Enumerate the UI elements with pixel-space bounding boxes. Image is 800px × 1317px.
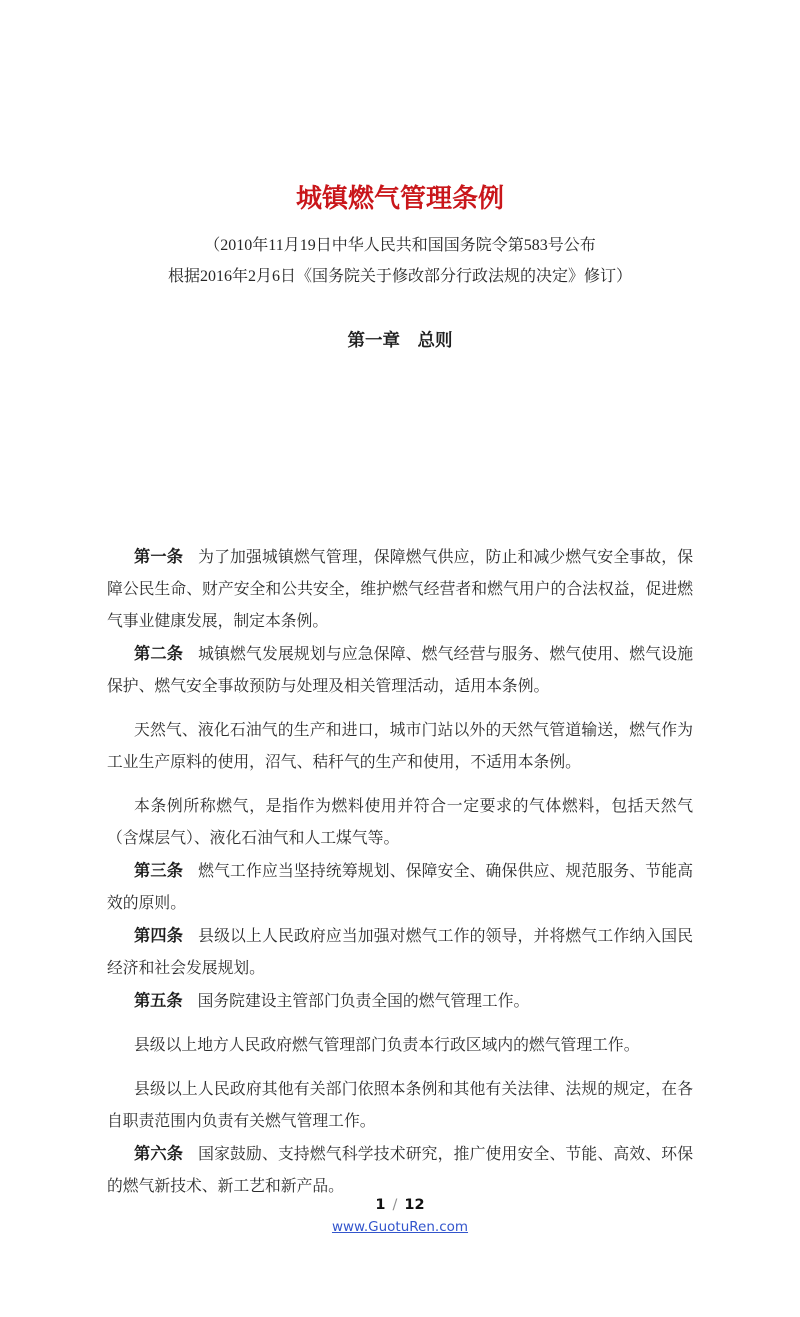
article-number-label: 第六条	[134, 1144, 184, 1163]
article-paragraph	[107, 1030, 693, 1062]
article-text: 县级以上地方人民政府燃气管理部门负责本行政区域内的燃气管理工作。	[134, 1037, 640, 1054]
page-number	[0, 1195, 800, 1216]
article-text: 城镇燃气发展规划与应急保障、燃气经营与服务、燃气使用、燃气设施保护、燃气安全事故预防与处理及相关管理活动，适用本条例。	[107, 646, 693, 695]
article-paragraph	[107, 541, 693, 638]
current-page-number: 1	[375, 1197, 386, 1213]
article-text: 县级以上人民政府其他有关部门依照本条例和其他有关法律、法规的规定，在各自职责范围内负责有关燃气管理工作。	[107, 1081, 693, 1130]
article-text: 国家鼓励、支持燃气科学技术研究，推广使用安全、节能、高效、环保的燃气新技术、新工艺和新产品。	[107, 1146, 693, 1195]
article-text: 县级以上人民政府应当加强对燃气工作的领导，并将燃气工作纳入国民经济和社会发展规划。	[107, 928, 693, 977]
article-paragraph	[107, 1074, 693, 1138]
document-page	[0, 185, 800, 1317]
article-number-label: 第一条	[134, 547, 184, 566]
article-number-label: 第四条	[134, 926, 184, 945]
total-page-count: 12	[404, 1197, 425, 1213]
article-text: 本条例所称燃气，是指作为燃料使用并符合一定要求的气体燃料，包括天然气（含煤层气）、液化石油气和人工煤气等。	[107, 798, 693, 847]
article-paragraph	[107, 638, 693, 703]
page-footer	[0, 1195, 800, 1237]
article-number-label: 第三条	[134, 861, 184, 880]
article-text: 为了加强城镇燃气管理，保障燃气供应，防止和减少燃气安全事故，保障公民生命、财产安全和公共安全，维护燃气经营者和燃气用户的合法权益，促进燃气事业健康发展，制定本条例。	[107, 549, 693, 630]
document-title: 城镇燃气管理条例	[295, 184, 504, 214]
article-number-label: 第五条	[134, 991, 183, 1010]
chapter-heading: 第一章 总则	[347, 331, 453, 351]
article-paragraph	[107, 791, 693, 855]
article-paragraph	[107, 1138, 693, 1203]
article-number-label: 第二条	[134, 644, 184, 663]
article-paragraph	[107, 920, 693, 985]
article-text: 天然气、液化石油气的生产和进口，城市门站以外的天然气管道输送，燃气作为工业生产原料的使用，沼气、秸秆气的生产和使用，不适用本条例。	[107, 722, 693, 771]
article-text: 国务院建设主管部门负责全国的燃气管理工作。	[197, 993, 530, 1010]
page-number-separator: /	[392, 1197, 398, 1213]
article-paragraph	[107, 715, 693, 779]
article-paragraph	[107, 985, 693, 1018]
publication-line-1: （2010年11月19日中华人民共和国国务院令第583号公布	[204, 237, 596, 254]
article-paragraph	[107, 855, 693, 920]
article-paragraphs	[107, 541, 693, 1203]
article-text: 燃气工作应当坚持统筹规划、保障安全、确保供应、规范服务、节能高效的原则。	[107, 863, 693, 912]
website-link[interactable]: www.GuotuRen.com	[331, 1219, 469, 1235]
publication-line-2: 根据2016年2月6日《国务院关于修改部分行政法规的决定》修订）	[167, 268, 632, 285]
